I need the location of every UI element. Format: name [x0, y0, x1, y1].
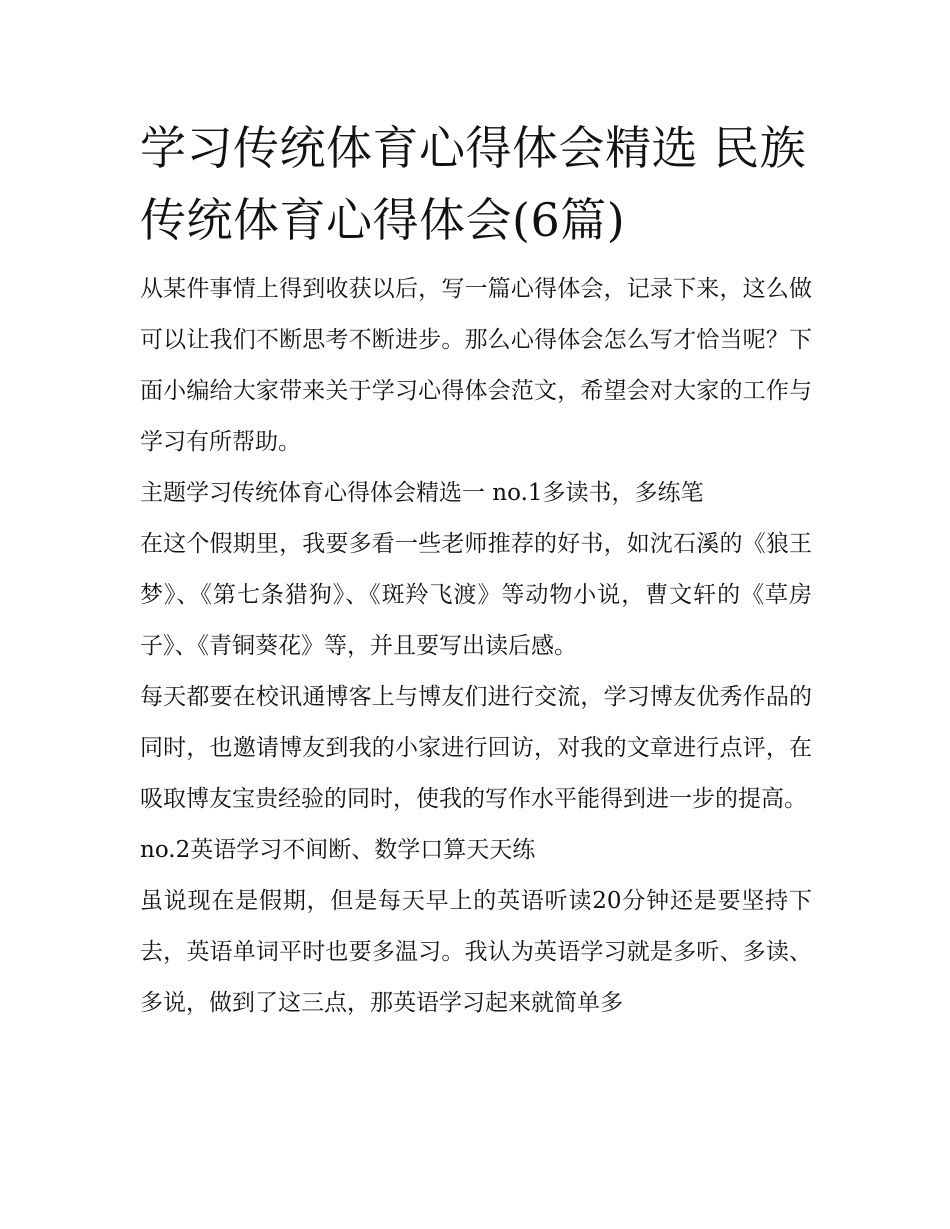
document-body: [140, 112, 812, 1029]
english-study-paragraph: 虽说现在是假期，但是每天早上的英语听读20分钟还是要坚持下去，英语单词平时也要多温习。我认为英语学习就是多听、多读、多说，做到了这三点，那英语学习起来就简单多: [140, 888, 812, 1016]
section-heading-no2: no.2英语学习不间断、数学口算天天练: [140, 837, 536, 863]
intro-paragraph: 从某件事情上得到收获以后，写一篇心得体会，记录下来，这么做可以让我们不断思考不断进步。那么心得体会怎么写才恰当呢？下面小编给大家带来关于学习心得体会范文，希望会对大家的工作与学习有所帮助。: [140, 276, 812, 455]
section-heading-no1: 主题学习传统体育心得体会精选一 no.1多读书，多练笔: [140, 480, 704, 506]
document-title: 学习传统体育心得体会精选 民族传统体育心得体会(6篇): [140, 121, 807, 247]
reading-plan-paragraph: 在这个假期里，我要多看一些老师推荐的好书，如沈石溪的《狼王梦》、《第七条猎狗》、《斑羚飞渡》等动物小说，曹文轩的《草房子》、《青铜葵花》等，并且要写出读后感。: [140, 531, 812, 659]
blog-exchange-paragraph: 每天都要在校讯通博客上与博友们进行交流，学习博友优秀作品的同时，也邀请博友到我的小家进行回访，对我的文章进行点评，在吸取博友宝贵经验的同时，使我的写作水平能得到进一步的提高。: [140, 684, 812, 812]
